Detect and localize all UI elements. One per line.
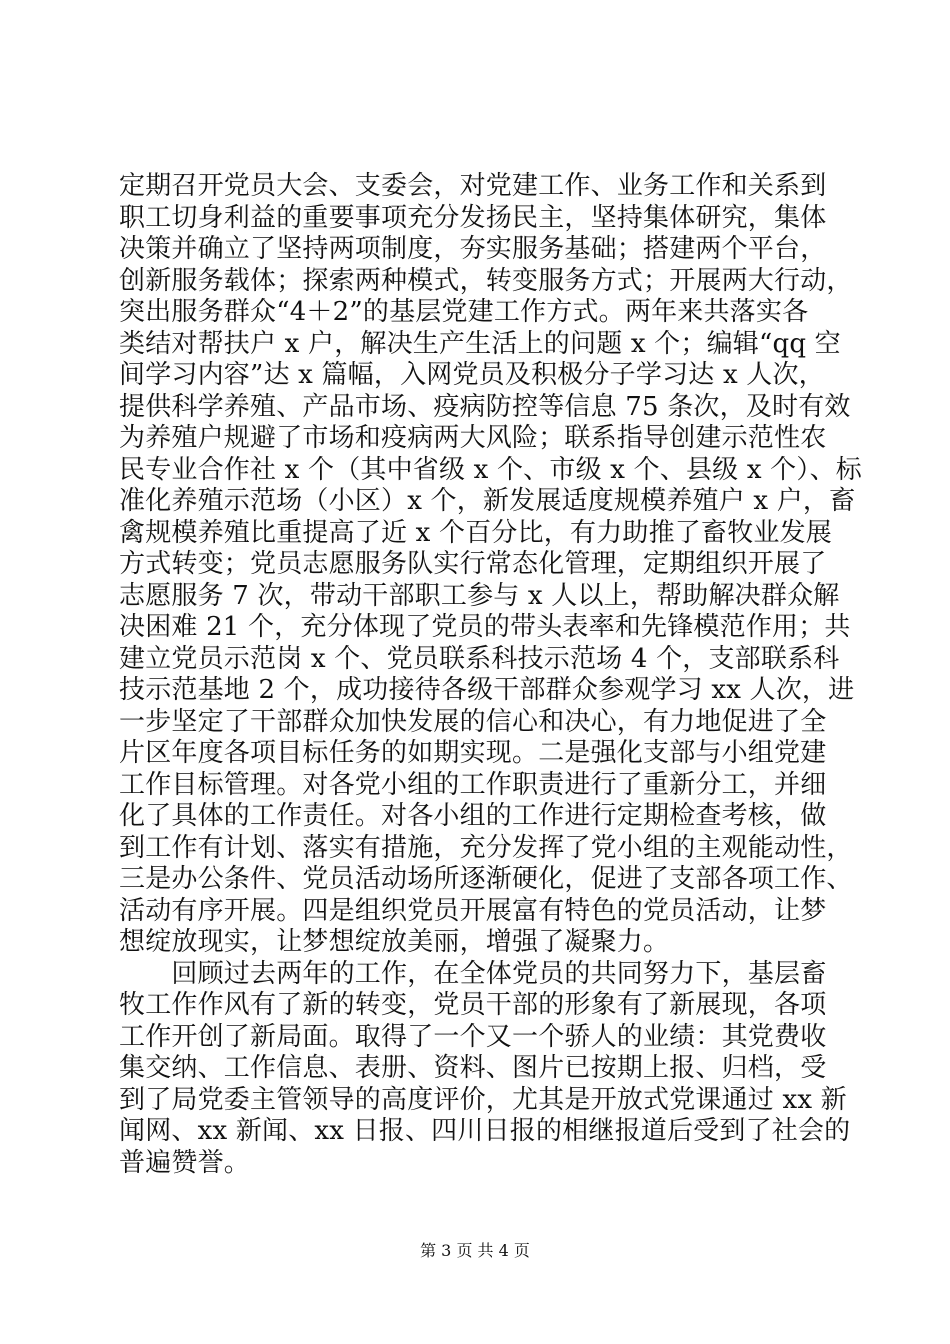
text-line: 片区年度各项目标任务的如期实现。二是强化支部与小组党建	[119, 738, 827, 768]
text-line: 工作目标管理。对各党小组的工作职责进行了重新分工，并细	[119, 769, 827, 800]
text-line: 提供科学养殖、产品市场、疫病防控等信息 75 条次，及时有效	[119, 391, 851, 422]
text-line: 间学习内容”达 x 篇幅，入网党员及积极分子学习达 x 人次，	[119, 360, 825, 390]
text-line: 化了具体的工作责任。对各小组的工作进行定期检查考核，做	[119, 801, 827, 831]
text-line: 类结对帮扶户 x 户，解决生产生活上的问题 x 个；编辑“qq 空	[119, 328, 841, 359]
text-line: 突出服务群众“4＋2”的基层党建工作方式。两年来共落实各	[119, 297, 809, 327]
text-line: 回顾过去两年的工作，在全体党员的共同努力下，基层畜	[119, 958, 827, 989]
text-line: 决策并确立了坚持两项制度，夯实服务基础；搭建两个平台，	[119, 234, 827, 264]
text-line: 创新服务载体；探索两种模式，转变服务方式；开展两大行动，	[119, 265, 853, 296]
text-line: 一步坚定了干部群众加快发展的信心和决心，有力地促进了全	[119, 706, 827, 737]
text-line: 定期召开党员大会、支委会，对党建工作、业务工作和关系到	[119, 171, 827, 201]
text-line: 普遍赞誉。	[119, 1147, 251, 1178]
text-line: 牧工作作风有了新的转变，党员干部的形象有了新展现，各项	[119, 990, 827, 1020]
body-text	[119, 171, 862, 1179]
page-number-footer: 第 3 页 共 4 页	[420, 1241, 530, 1260]
text-line: 准化养殖示范场（小区）x 个，新发展适度规模养殖户 x 户，畜	[119, 486, 856, 516]
text-line: 建立党员示范岗 x 个、党员联系科技示范场 4 个，支部联系科	[119, 643, 840, 674]
text-line: 技示范基地 2 个，成功接待各级干部群众参观学习 xx 人次，进	[119, 675, 855, 705]
text-line: 想绽放现实，让梦想绽放美丽，增强了凝聚力。	[119, 927, 670, 957]
text-line: 方式转变；党员志愿服务队实行常态化管理，定期组织开展了	[119, 549, 827, 579]
text-line: 工作开创了新局面。取得了一个又一个骄人的业绩：其党费收	[119, 1021, 827, 1052]
text-line: 到工作有计划、落实有措施，充分发挥了党小组的主观能动性，	[119, 832, 853, 863]
text-line: 三是办公条件、党员活动场所逐渐硬化，促进了支部各项工作、	[119, 864, 853, 894]
text-line: 志愿服务 7 次，带动干部职工参与 x 人以上，帮助解决群众解	[119, 580, 840, 611]
text-line: 闻网、xx 新闻、xx 日报、四川日报的相继报道后受到了社会的	[119, 1116, 851, 1146]
text-line: 民专业合作社 x 个（其中省级 x 个、市级 x 个、县级 x 个）、标	[119, 454, 862, 485]
text-line: 禽规模养殖比重提高了近 x 个百分比，有力助推了畜牧业发展	[119, 517, 832, 548]
text-line: 职工切身利益的重要事项充分发扬民主，坚持集体研究，集体	[119, 202, 827, 233]
text-line: 活动有序开展。四是组织党员开展富有特色的党员活动，让梦	[119, 895, 827, 926]
text-line: 到了局党委主管领导的高度评价，尤其是开放式党课通过 xx 新	[119, 1084, 847, 1115]
text-line: 决困难 21 个，充分体现了党员的带头表率和先锋模范作用；共	[119, 612, 851, 642]
text-line: 集交纳、工作信息、表册、资料、图片已按期上报、归档，受	[119, 1053, 827, 1083]
text-line: 为养殖户规避了市场和疫病两大风险；联系指导创建示范性农	[119, 423, 827, 453]
